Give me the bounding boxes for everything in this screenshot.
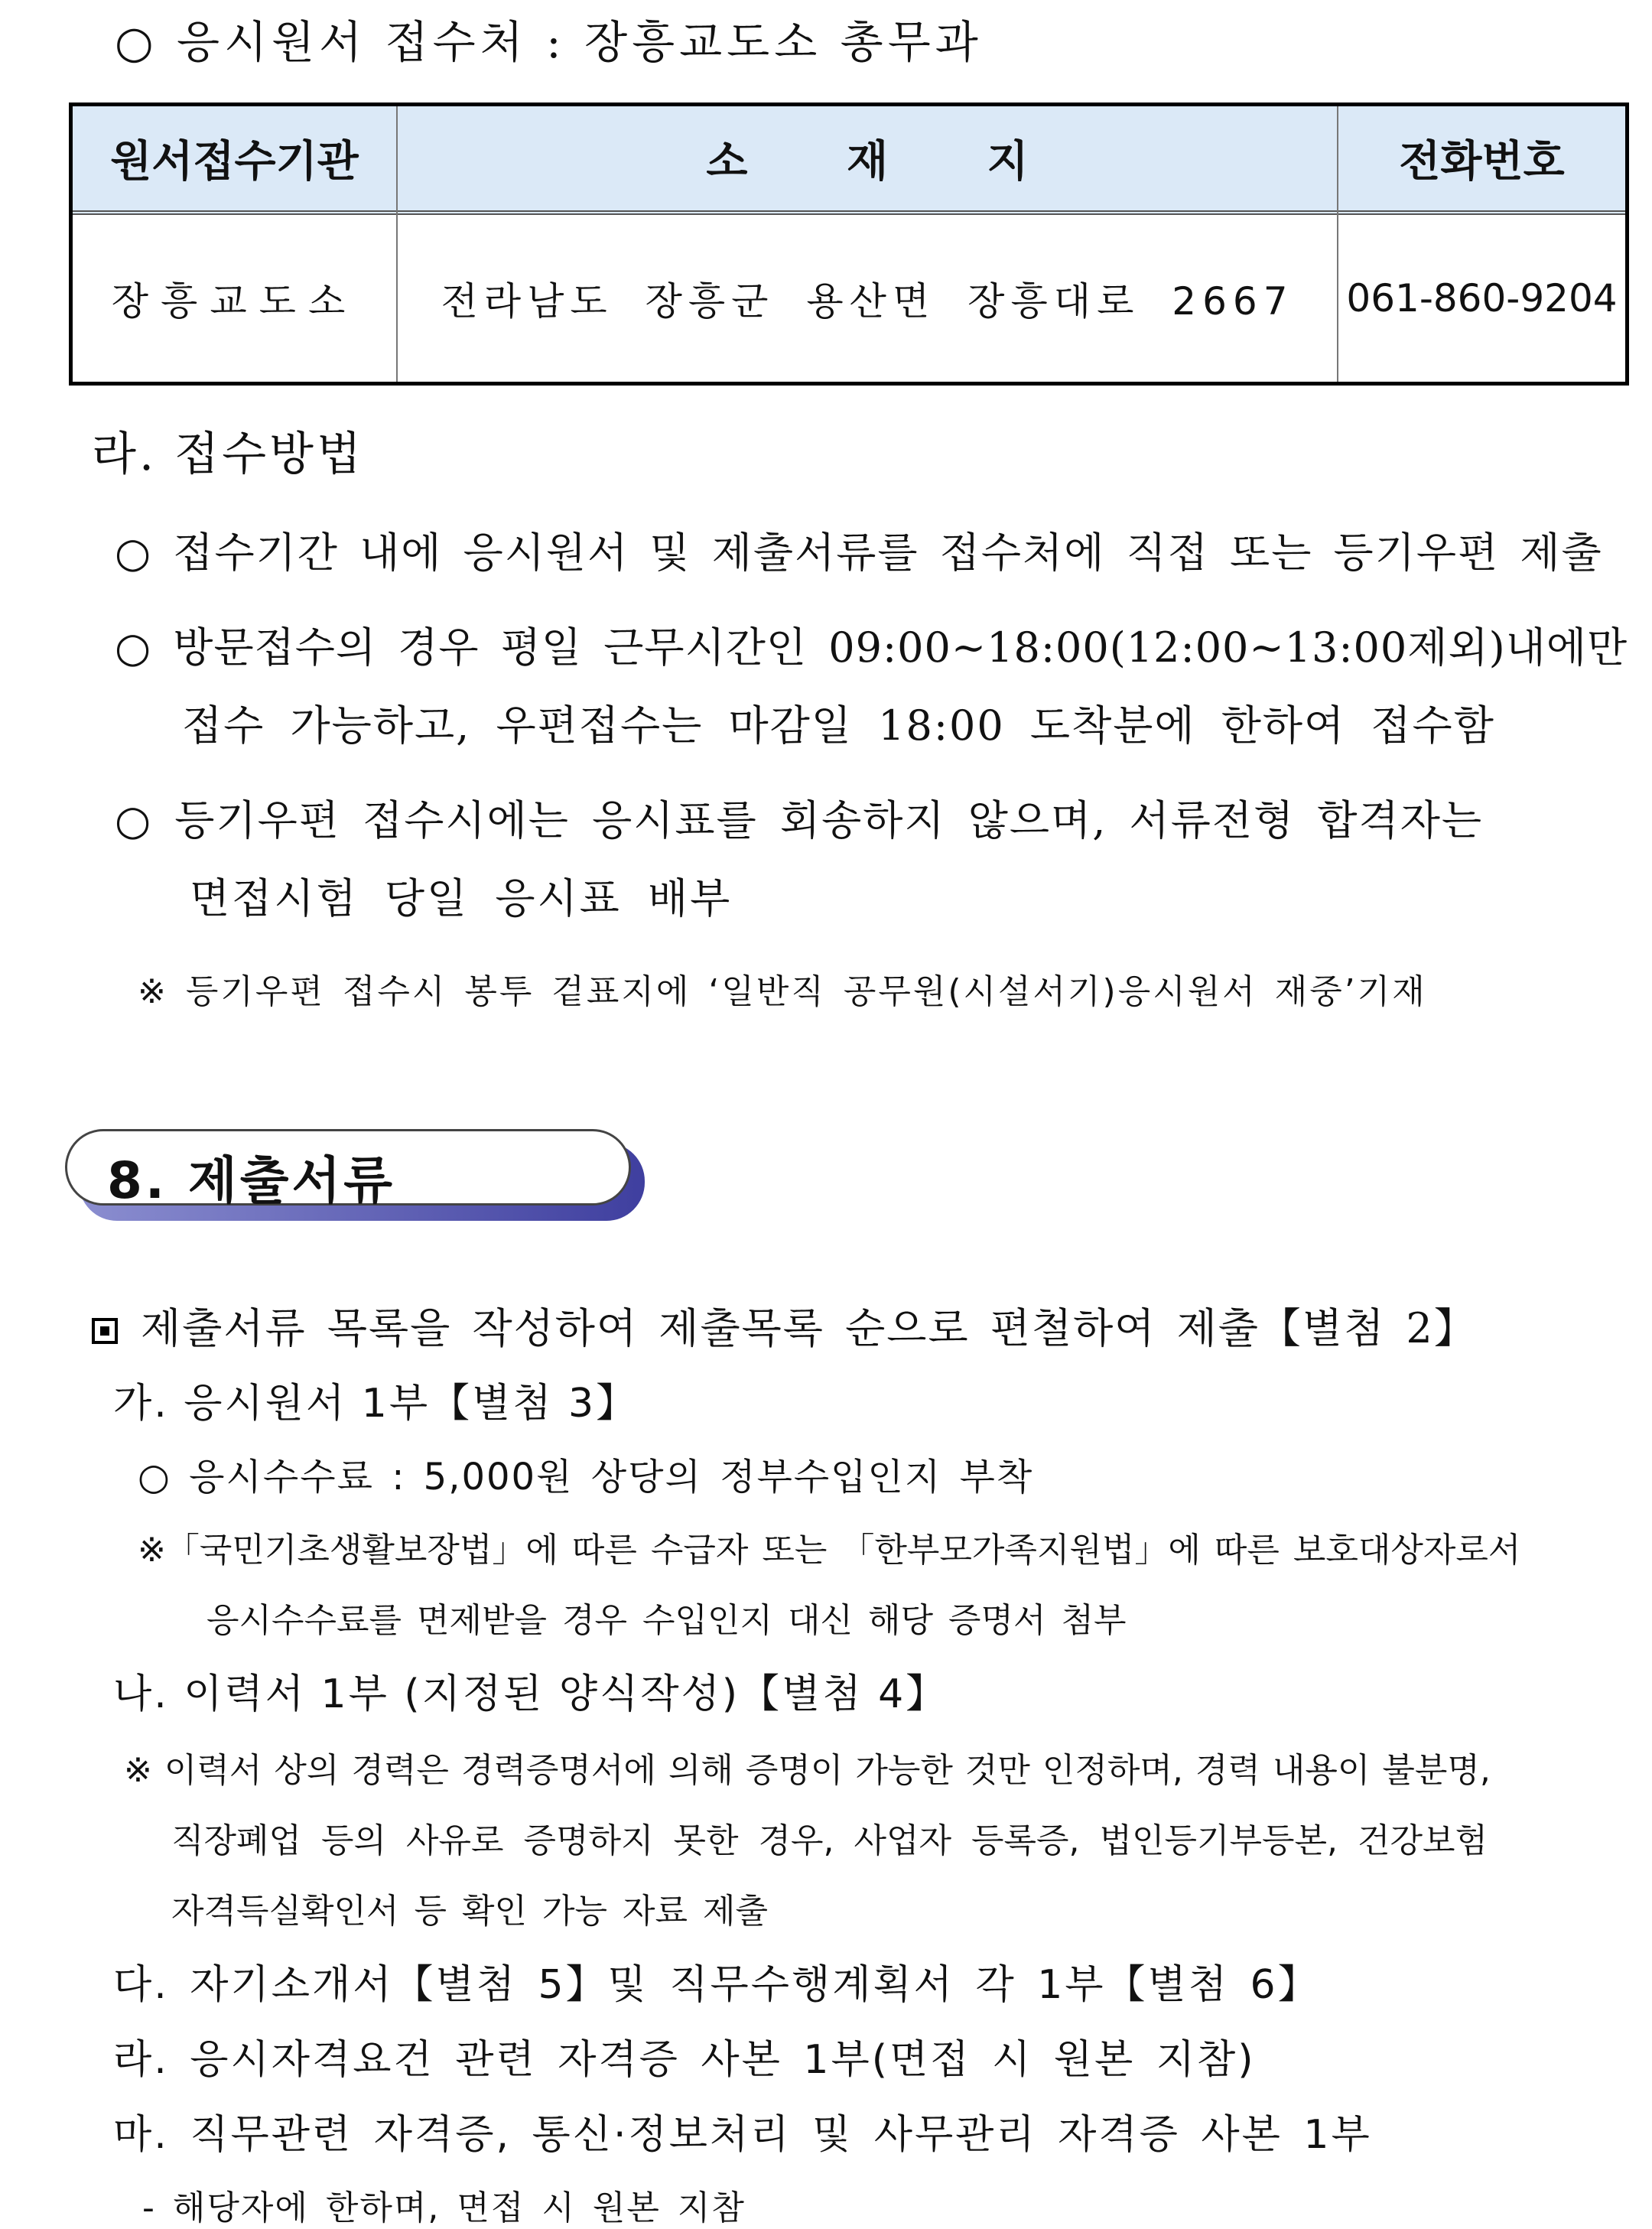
section-8-intro [92,1296,1477,1355]
item-na-note-line-2: 직장폐업 등의 사유로 증명하지 못한 경우, 사업자 등록증, 법인등기부등본, 건강보험 [171,1821,1488,1860]
cell-agency: 장흥교도소 [111,279,358,324]
header-agency: 원서접수기관 [110,137,359,187]
method-note: ※ 등기우편 접수시 봉투 겉표지에 ‘일반직 공무원(시설서기)응시원서 재중’기재 [138,972,1427,1011]
reception-place-line: ○ 응시원서 접수처 : 장흥교도소 총무과 [115,16,983,68]
item-na: 나. 이력서 1부 (지정된 양식작성)【별첨 4】 [113,1671,948,1717]
item-na-note-line-1: ※ 이력서 상의 경력은 경력증명서에 의해 증명이 가능한 것만 인정하며, 경력 내용이 불분명, [124,1751,1491,1790]
cell-address: 전라남도 장흥군 용산면 장흥대로 2667 [441,279,1294,324]
header-phone: 전화번호 [1399,137,1565,187]
method-bullet-2-line-2: 접수 가능하고, 우편접수는 마감일 18:00 도착분에 한하여 접수함 [182,701,1495,750]
header-address: 소 재 지 [706,137,1029,187]
section-8-title: 8. 제출서류 [107,1151,395,1210]
item-ga-note-line-1: ※「국민기초생활보장법」에 따른 수급자 또는 「한부모가족지원법」에 따른 보호대상자로서 [138,1531,1521,1570]
method-bullet-3-line-2: 면접시험 당일 응시표 배부 [190,874,733,923]
item-na-note-line-3: 자격득실확인서 등 확인 가능 자료 제출 [171,1892,768,1931]
method-bullet-3-line-1: ○ 등기우편 접수시에는 응시표를 회송하지 않으며, 서류전형 합격자는 [115,796,1484,844]
item-ma: 마. 직무관련 자격증, 통신·정보처리 및 사무관리 자격증 사본 1부 [113,2112,1372,2158]
section-8-badge [65,1129,648,1225]
reception-table [69,103,1629,386]
method-heading: 라. 접수방법 [92,428,364,481]
method-bullet-1: ○ 접수기간 내에 응시원서 및 제출서류를 접수처에 직접 또는 등기우편 제출 [115,529,1603,577]
item-ra: 라. 응시자격요건 관련 자격증 사본 1부(면접 시 원본 지참) [113,2037,1256,2083]
item-da: 다. 자기소개서【별첨 5】및 직무수행계획서 각 1부【별첨 6】 [113,1962,1320,2008]
cell-phone: 061-860-9204 [1346,276,1618,321]
item-ga-bullet: ○ 응시수수료 : 5,000원 상당의 정부수입인지 부착 [138,1456,1034,1498]
item-ma-note: - 해당자에 한하며, 면접 시 원본 지참 [142,2188,746,2227]
square-bullet-icon [92,1318,118,1344]
item-ga: 가. 응시원서 1부【별첨 3】 [113,1381,639,1427]
section-8-intro-text: 제출서류 목록을 작성하여 제출목록 순으로 편철하여 제출【별첨 2】 [141,1304,1477,1352]
method-bullet-2-line-1: ○ 방문접수의 경우 평일 근무시간인 09:00~18:00(12:00~13:00제외)내에만 [115,623,1628,672]
item-ga-note-line-2: 응시수수료를 면제받을 경우 수입인지 대신 해당 증명서 첨부 [206,1601,1127,1640]
